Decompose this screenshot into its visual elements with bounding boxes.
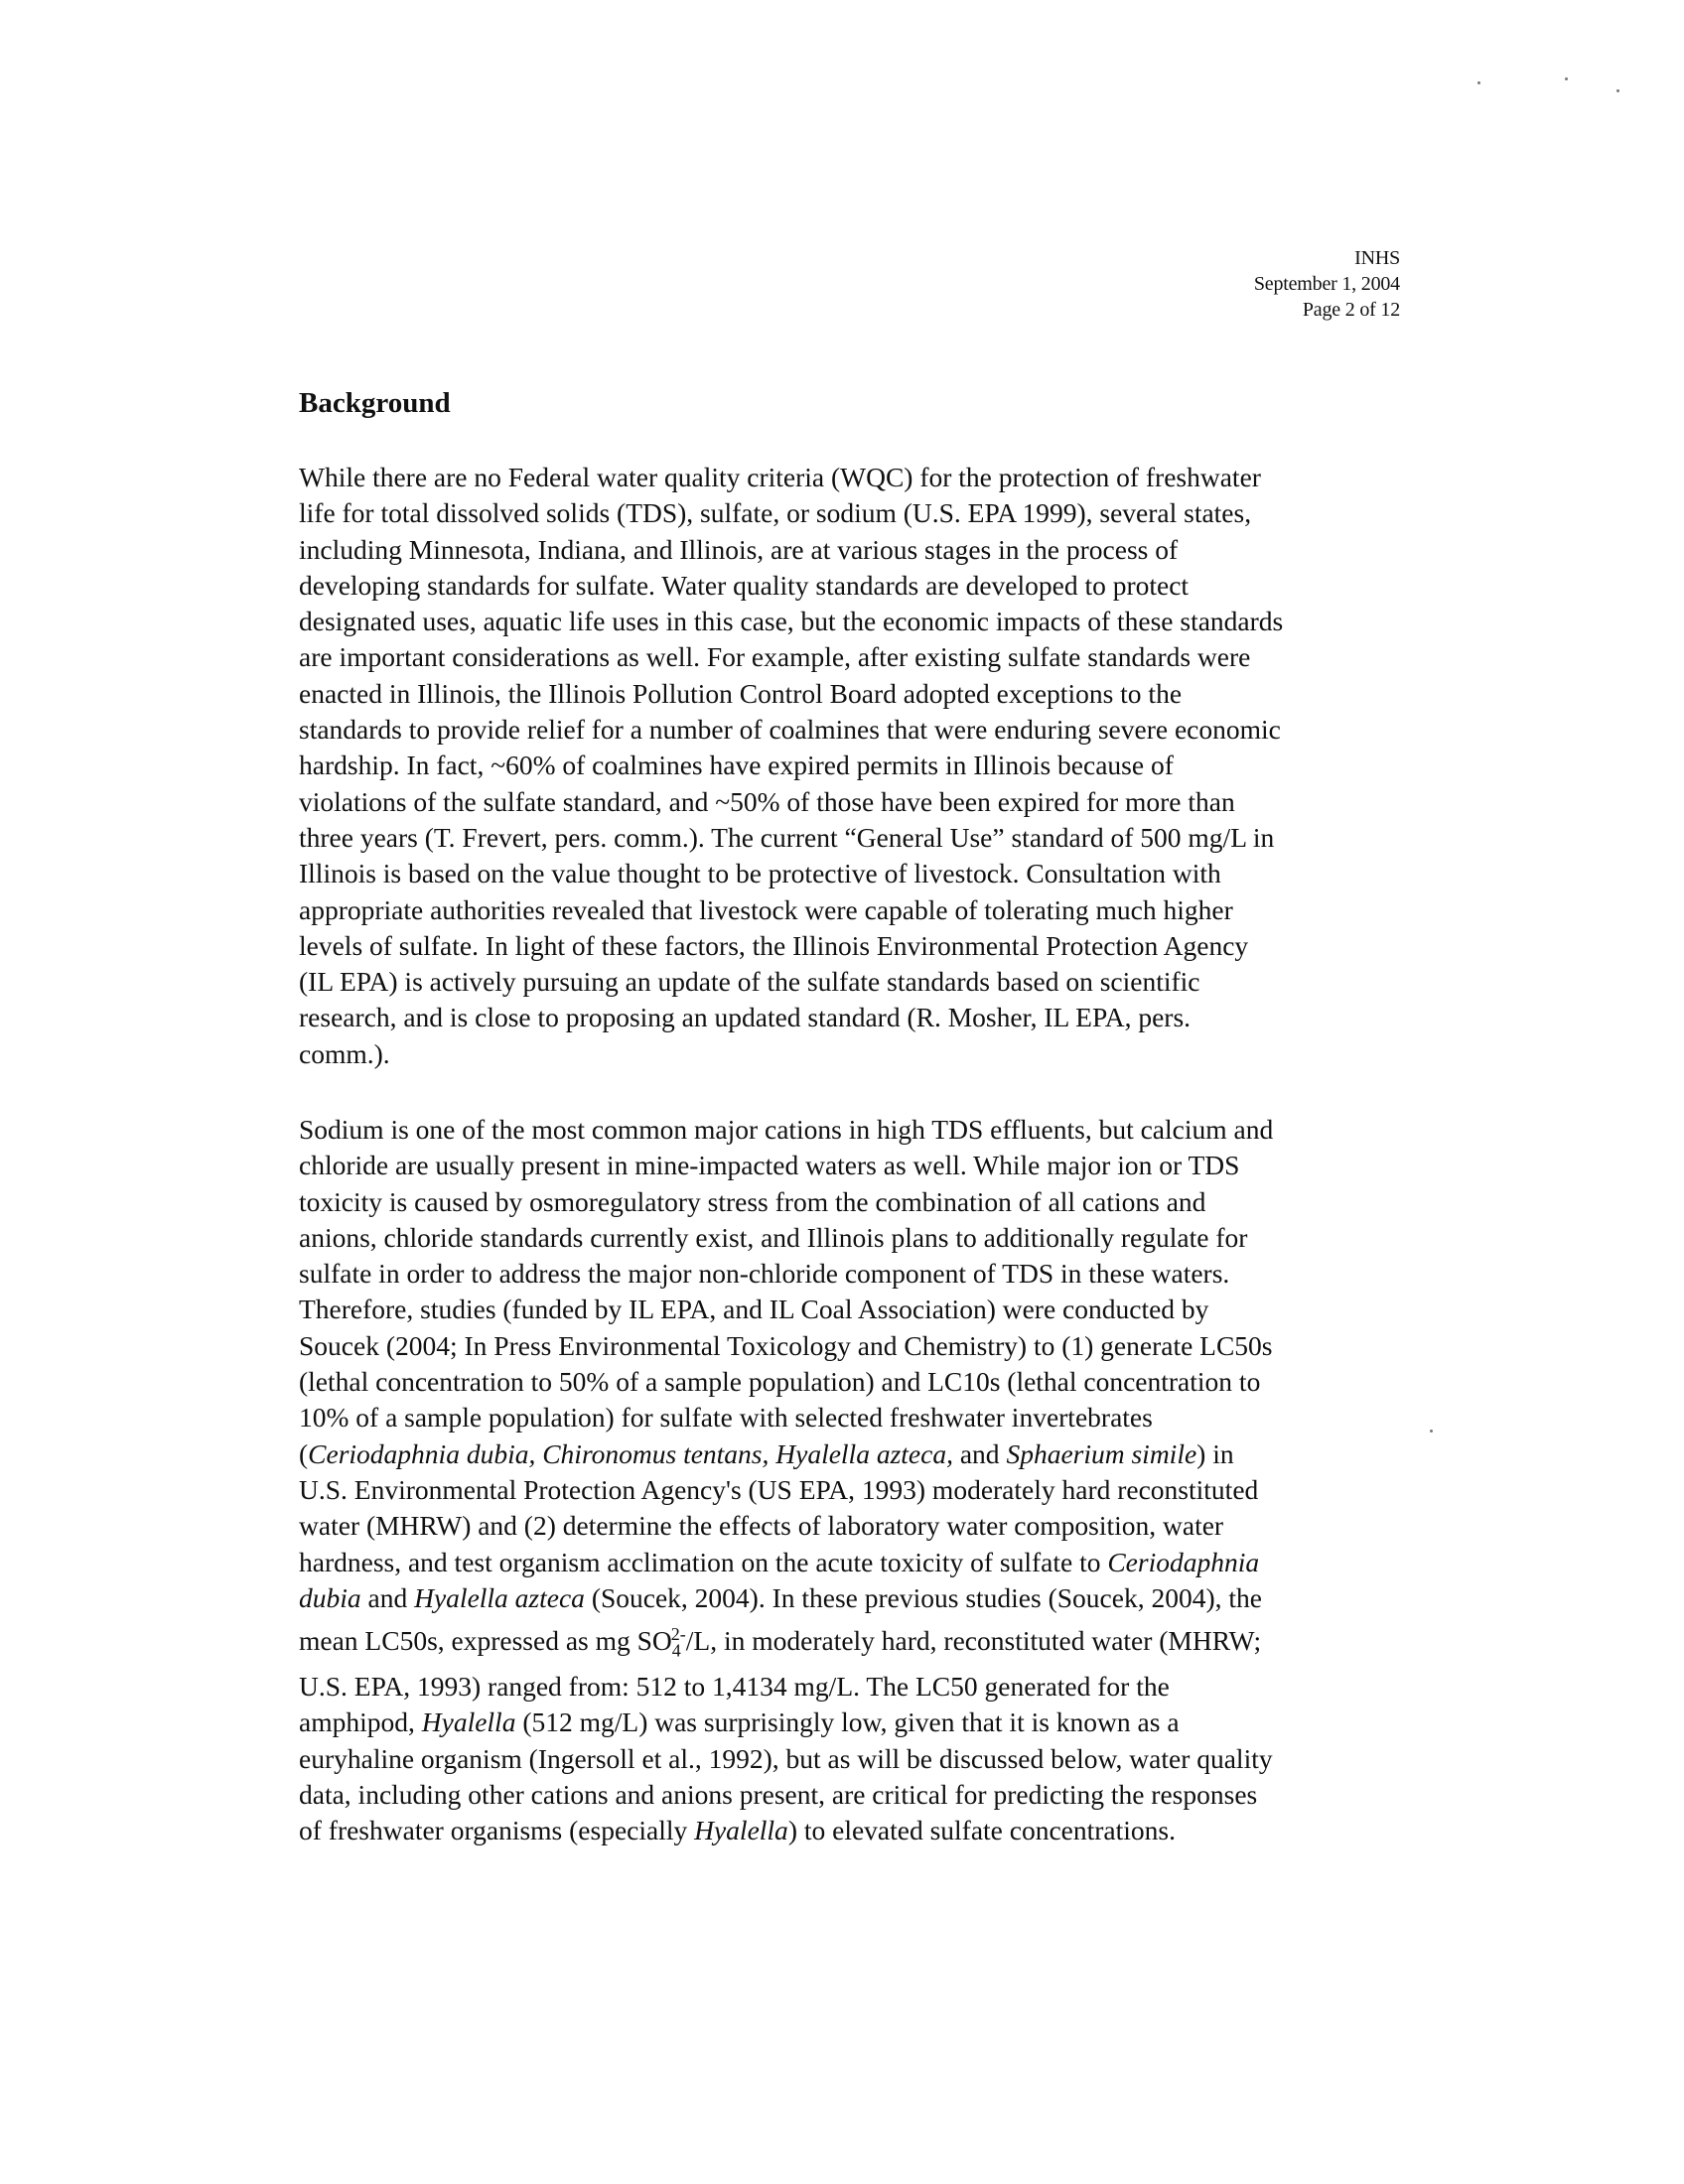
chem-subscript: 4 [671,1640,681,1661]
scan-speck [1616,89,1619,92]
line-text: (512 mg/L) was surprisingly low, given that it is known as a [515,1706,1180,1738]
paragraph-line: (lethal concentration to 50% of a sample population) and LC10s (lethal concentration to [299,1366,1261,1398]
paragraph-line: data, including other cations and anions present, are critical for predicting the responses [299,1779,1258,1810]
paragraph-line: appropriate authorities revealed that livestock were capable of tolerating much higher [299,893,1233,925]
paragraph-line: euryhaline organism (Ingersoll et al., 1992), but as will be discussed below, water quality [299,1742,1273,1774]
paragraph-line: hardship. In fact, ~60% of coalmines have expired permits in Illinois because of [299,750,1174,781]
line-text: (Soucek, 2004). In these previous studies (Soucek, 2004), the [584,1581,1262,1613]
conjunction: and [360,1581,415,1613]
line-text: ) to elevated sulfate concentrations. [787,1815,1176,1846]
paren-close: ) in [1196,1437,1234,1469]
paragraph-line: While there are no Federal water quality criteria (WQC) for the protection of freshwater [299,462,1261,492]
paragraph-line: enacted in Illinois, the Illinois Pollution Control Board adopted exceptions to the [299,677,1183,709]
paragraph-line: Soucek (2004; In Press Environmental Toxicology and Chemistry) to (1) generate LC50s [299,1329,1273,1361]
paragraph-line: water (MHRW) and (2) determine the effects of laboratory water composition, water [299,1510,1224,1542]
paragraph-line: are important considerations as well. For example, after existing sulfate standards were [299,641,1251,673]
species-name: Hyalella [421,1706,516,1738]
paragraph-line [299,1616,1401,1669]
header-page-number: Page 2 of 12 [1302,299,1400,321]
paragraph-line [299,1705,1401,1740]
line-text: hardness, and test organism acclimation on the acute toxicity of sulfate to [299,1546,1108,1577]
paragraph-line: Therefore, studies (funded by IL EPA, and IL Coal Association) were conducted by [299,1294,1209,1325]
paragraph-line: anions, chloride standards currently exist, and Illinois plans to additionally regulate for [299,1221,1248,1253]
header-org: INHS [1354,247,1400,269]
paragraph-line: life for total dissolved solids (TDS), sulfate, or sodium (U.S. EPA 1999), several states, [299,497,1252,529]
paragraph-line [299,1580,1401,1616]
paragraph-line: comm.). [299,1037,390,1069]
conjunction: and [952,1437,1007,1469]
paragraph-line: 10% of a sample population) for sulfate with selected freshwater invertebrates [299,1402,1153,1433]
paragraph-line [299,1436,1401,1472]
paragraph-line: sulfate in order to address the major non-chloride component of TDS in these waters. [299,1258,1230,1290]
chem-superscript: 2- [670,1624,686,1645]
section-heading: Background [299,387,451,419]
paragraph-2 [299,1112,1401,1849]
paragraph-line: U.S. EPA, 1993) ranged from: 512 to 1,4134 mg/L. The LC50 generated for the [299,1671,1170,1703]
paragraph-line: levels of sulfate. In light of these factors, the Illinois Environmental Protection Agency [299,929,1249,961]
paragraph-line: toxicity is caused by osmoregulatory stress from the combination of all cations and [299,1185,1206,1217]
line-text: of freshwater organisms (especially [299,1815,695,1846]
paragraph-line: three years (T. Frevert, pers. comm.). The current “General Use” standard of 500 mg/L in [299,821,1275,853]
header-date: September 1, 2004 [1253,273,1400,295]
paragraph-line [299,1813,1401,1848]
species-name: dubia [299,1581,361,1613]
scan-speck [1565,77,1568,80]
species-name: Ceriodaphnia [1107,1546,1260,1577]
paragraph-line [299,1545,1401,1580]
paragraph-line: including Minnesota, Indiana, and Illinois, are at various stages in the process of [299,533,1179,565]
paragraph-line: standards to provide relief for a number of coalmines that were enduring severe economic [299,714,1281,746]
page-header [1254,245,1400,323]
species-name: Hyalella [694,1815,788,1846]
paragraph-line: U.S. Environmental Protection Agency's (US EPA, 1993) moderately hard reconstituted [299,1473,1259,1505]
species-name: Hyalella azteca [414,1581,585,1613]
paragraph-line: chloride are usually present in mine-impacted waters as well. While major ion or TDS [299,1150,1240,1181]
paragraph-line: Sodium is one of the most common major cations in high TDS effluents, but calcium and [299,1114,1274,1145]
paragraph-line: (IL EPA) is actively pursuing an update of the sulfate standards based on scientific [299,966,1200,998]
paragraph-1 [299,460,1401,1072]
line-text: mean LC50s, expressed as mg SO [299,1625,672,1657]
line-text: amphipod, [299,1706,422,1738]
paragraph-line: developing standards for sulfate. Water quality standards are developed to protect [299,569,1190,601]
line-text: /L, in moderately hard, reconstituted water (MHRW; [685,1625,1262,1657]
species-names: Ceriodaphnia dubia, Chironomus tentans, Hyalella azteca, [308,1437,953,1469]
paragraph-line: research, and is close to proposing an updated standard (R. Mosher, IL EPA, pers. [299,1002,1192,1033]
scan-speck [1477,81,1480,84]
scan-speck [1430,1430,1433,1433]
species-name: Sphaerium simile [1006,1437,1197,1469]
paragraph-line: violations of the sulfate standard, and ~50% of those have been expired for more than [299,785,1235,817]
paragraph-line: Illinois is based on the value thought to be protective of livestock. Consultation with [299,858,1221,889]
paragraph-line: designated uses, aquatic life uses in this case, but the economic impacts of these standards [299,606,1284,637]
paren-open: ( [299,1437,309,1469]
